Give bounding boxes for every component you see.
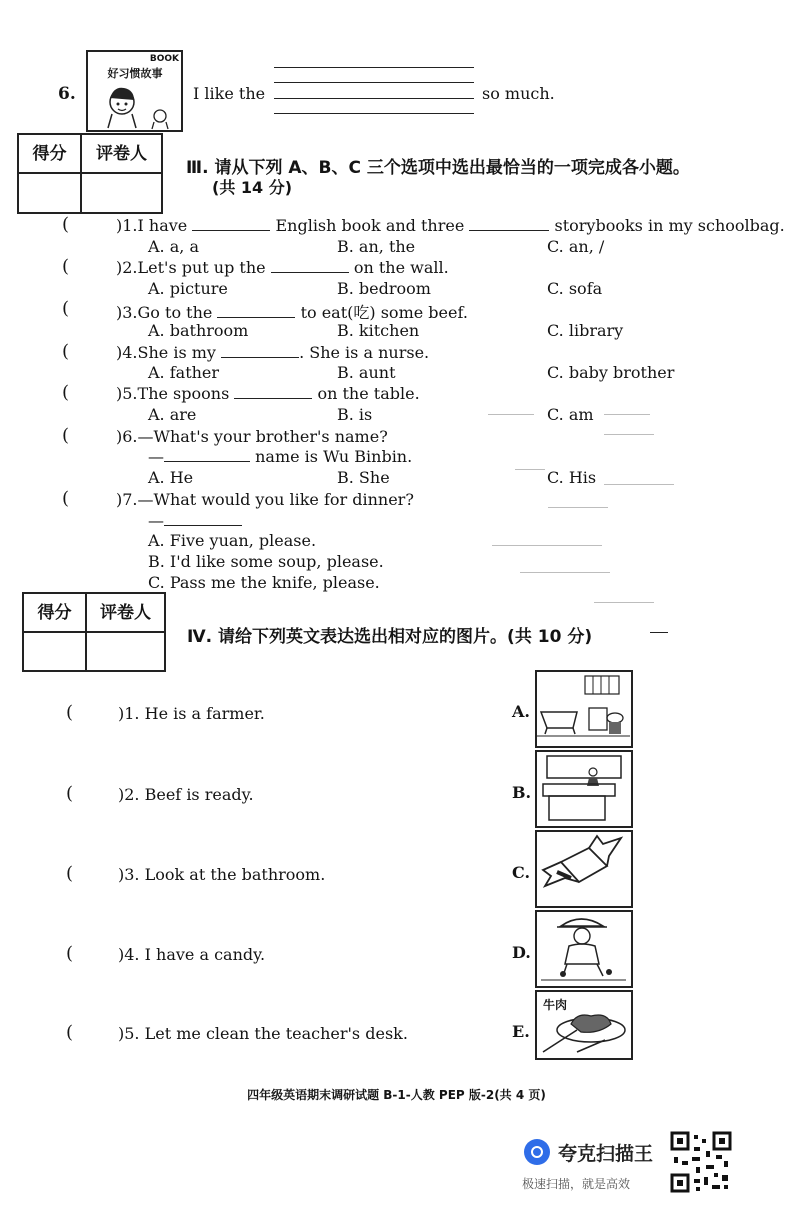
q6-answer-line-4[interactable]: [274, 113, 474, 114]
question-stem: )1.I have English book and three storybooks in my schoolbag.: [116, 216, 785, 235]
book-cover-title: 好习惯故事: [107, 67, 163, 80]
fill-blank[interactable]: [164, 511, 242, 526]
scanner-logo-icon: [524, 1139, 550, 1165]
option-a: A. are: [148, 405, 197, 424]
question-stem: )3.Go to the to eat(吃) some beef.: [116, 303, 468, 322]
answer-paren-open[interactable]: (: [66, 1022, 74, 1043]
question-stem: )2.Let's put up the on the wall.: [116, 258, 449, 277]
option-a: A. He: [148, 468, 194, 487]
option-a: A. bathroom: [148, 321, 249, 340]
q6-suffix: so much.: [482, 84, 555, 103]
option-b: B. aunt: [337, 363, 396, 382]
option-c: C. His: [547, 468, 597, 487]
farmer-picture: [535, 910, 633, 988]
book-cover-image: [86, 50, 183, 132]
option-b: B. She: [337, 468, 390, 487]
fill-blank[interactable]: [469, 216, 549, 231]
option-a: A. Five yuan, please.: [148, 531, 317, 550]
section-3-points: (共 14 分): [212, 178, 293, 197]
fill-blank[interactable]: [221, 343, 299, 358]
option-b: B. kitchen: [337, 321, 420, 340]
option-c: C. am: [547, 405, 594, 424]
scan-artifact-line: [520, 572, 610, 573]
question-stem: )4.She is my . She is a nurse.: [116, 343, 430, 362]
option-c: C. baby brother: [547, 363, 675, 382]
option-b: B. I'd like some soup, please.: [148, 552, 384, 571]
scan-artifact-line: [604, 434, 654, 435]
option-a: A. picture: [148, 279, 228, 298]
picture-letter: E.: [512, 1022, 530, 1041]
answer-paren-open[interactable]: (: [66, 863, 74, 884]
scan-artifact-line: [515, 469, 545, 470]
question-stem: )7.—What would you like for dinner?: [116, 490, 414, 509]
matching-item: )2. Beef is ready.: [118, 785, 254, 804]
bathroom-picture: [535, 670, 633, 748]
scan-artifact-line: [594, 602, 654, 603]
fill-blank[interactable]: [164, 447, 250, 462]
scan-artifact-line: [604, 484, 674, 485]
picture-letter: A.: [512, 702, 530, 721]
answer-paren-open[interactable]: (: [66, 783, 74, 804]
score-table: [22, 592, 166, 672]
section-4-title: Ⅳ. 请给下列英文表达选出相对应的图片。(共 10 分): [187, 627, 593, 647]
score-header: 得分: [19, 135, 82, 174]
question-line-2: —: [148, 511, 242, 530]
scan-artifact-line: [488, 414, 534, 415]
picture-letter: B.: [512, 783, 532, 802]
scanner-brand: 夸克扫描王: [558, 1143, 654, 1165]
beef-label: 牛肉: [543, 998, 568, 1012]
title-trailing-dash: [650, 632, 668, 633]
grader-header: 评卷人: [82, 135, 161, 174]
q6-answer-line-3[interactable]: [274, 98, 474, 99]
fill-blank[interactable]: [192, 216, 270, 231]
option-c: C. sofa: [547, 279, 603, 298]
fill-blank[interactable]: [217, 303, 295, 318]
picture-letter: D.: [512, 943, 531, 962]
answer-paren-open[interactable]: (: [62, 425, 70, 446]
matching-item: )3. Look at the bathroom.: [118, 865, 326, 884]
question-number: 6.: [58, 84, 76, 104]
option-c: C. Pass me the knife, please.: [148, 573, 380, 592]
option-c: C. library: [547, 321, 624, 340]
score-table: [17, 133, 163, 214]
beef-picture: [535, 990, 633, 1060]
score-header: 得分: [24, 594, 87, 633]
children-illustration: [88, 52, 181, 130]
fill-blank[interactable]: [234, 384, 312, 399]
question-stem: )5.The spoons on the table.: [116, 384, 420, 403]
page-footer: 四年级英语期末调研试题 B-1-人教 PEP 版-2(共 4 页): [247, 1088, 546, 1102]
grader-header: 评卷人: [87, 594, 164, 633]
score-input-cell[interactable]: [24, 633, 87, 670]
answer-paren-open[interactable]: (: [62, 341, 70, 362]
question-stem: )6.—What's your brother's name?: [116, 427, 388, 446]
answer-paren-open[interactable]: (: [62, 256, 70, 277]
answer-paren-open[interactable]: (: [62, 488, 70, 509]
scanner-slogan: 极速扫描，就是高效: [522, 1177, 631, 1191]
answer-paren-open[interactable]: (: [66, 943, 74, 964]
fill-blank[interactable]: [271, 258, 349, 273]
scan-artifact-line: [548, 507, 608, 508]
answer-paren-open[interactable]: (: [62, 214, 70, 235]
qr-code-icon: [670, 1131, 732, 1193]
q6-answer-line-1[interactable]: [274, 67, 474, 68]
option-a: A. a, a: [148, 237, 199, 256]
option-a: A. father: [148, 363, 220, 382]
score-input-cell[interactable]: [19, 174, 82, 212]
scan-artifact-line: [604, 414, 650, 415]
grader-input-cell[interactable]: [82, 174, 161, 212]
scan-artifact-line: [492, 545, 602, 546]
candy-picture: [535, 830, 633, 908]
option-b: B. is: [337, 405, 373, 424]
grader-input-cell[interactable]: [87, 633, 164, 670]
teachers-desk-picture: [535, 750, 633, 828]
question-line-2: — name is Wu Binbin.: [148, 447, 413, 466]
option-b: B. bedroom: [337, 279, 431, 298]
matching-item: )4. I have a candy.: [118, 945, 266, 964]
option-c: C. an, /: [547, 237, 605, 256]
option-b: B. an, the: [337, 237, 416, 256]
picture-letter: C.: [512, 863, 531, 882]
matching-item: )1. He is a farmer.: [118, 704, 265, 723]
book-cover-label: BOOK: [149, 54, 179, 64]
q6-prefix: I like the: [193, 84, 266, 103]
section-3-title: Ⅲ. 请从下列 A、B、C 三个选项中选出最恰当的一项完成各小题。: [186, 158, 690, 178]
answer-paren-open[interactable]: (: [66, 702, 74, 723]
matching-item: )5. Let me clean the teacher's desk.: [118, 1024, 408, 1043]
answer-paren-open[interactable]: (: [62, 382, 70, 403]
q6-answer-line-2[interactable]: [274, 82, 474, 83]
answer-paren-open[interactable]: (: [62, 298, 70, 319]
